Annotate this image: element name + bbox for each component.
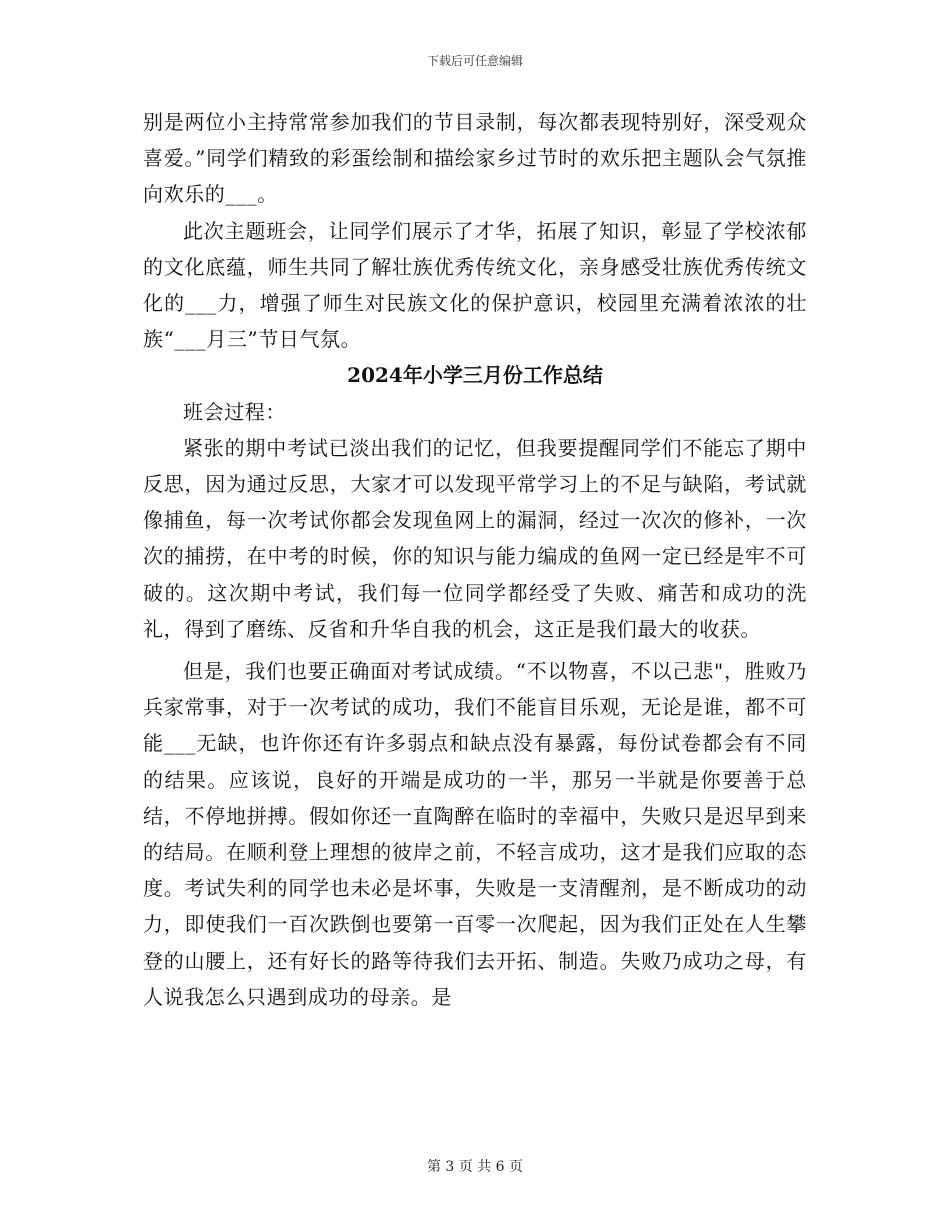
section-title: 2024年小学三月份工作总结: [347, 363, 603, 388]
page-header: 下载后可任意编辑: [426, 54, 523, 68]
paragraph-exam-attitude: 但是，我们也要正确面对考试成绩。“不以物喜，不以己悲"，胜败乃兵家常事，对于一次考试的成功，我们不能盲目乐观，无论是谁，都不可能___无缺，也许你还有许多弱点和缺点没有暴露，每份试卷都会有不同的结果。应该说，良好的开端是成功的一半，那另一半就是你要善于总结，不停地拼搏。假如你还一直陶醉在临时的幸福中，失败只是迟早到来的结局。在顺利登上理想的彼岸之前，不轻言成功，这才是我们应取的态度。考试失利的同学也未必是坏事，失败是一支清醒剂，是不断成功的动力，即使我们一百次跌倒也要第一百零一次爬起，因为我们正处在人生攀登的山腰上，还有好长的路等待我们去开拓、制造。失败乃成功之母，有人说我怎么只遇到成功的母亲。是: [143, 659, 807, 1009]
paragraph-midterm-reflection: 紧张的期中考试已淡出我们的记忆，但我要提醒同学们不能忘了期中反思，因为通过反思，大家才可以发现平常学习上的不足与缺陷，考试就像捕鱼，每一次考试你都会发现鱼网上的漏洞，经过一次次的修补，一次次的捕捞，在中考的时候，你的知识与能力编成的鱼网一定已经是牢不可破的。这次期中考试，我们每一位同学都经受了失败、痛苦和成功的洗礼，得到了磨练、反省和升华自我的机会，这正是我们最大的收获。: [143, 435, 807, 641]
document-body: [143, 104, 807, 1015]
paragraph-meeting-process-label: 班会过程：: [183, 399, 286, 424]
page-footer: 第 3 页 共 6 页: [426, 1159, 524, 1175]
paragraph-continuation: 别是两位小主持常常参加我们的节目录制，每次都表现特别好，深受观众喜爱。”同学们精致的彩蛋绘制和描绘家乡过节时的欢乐把主题队会气氛推向欢乐的___。: [143, 110, 807, 207]
paragraph-class-meeting-summary: 此次主题班会，让同学们展示了才华，拓展了知识，彰显了学校浓郁的文化底蕴，师生共同了解壮族优秀传统文化，亲身感受壮族优秀传统文化的___力，增强了师生对民族文化的保护意识，校园里充满着浓浓的壮族“___月三”节日气氛。: [143, 218, 807, 352]
